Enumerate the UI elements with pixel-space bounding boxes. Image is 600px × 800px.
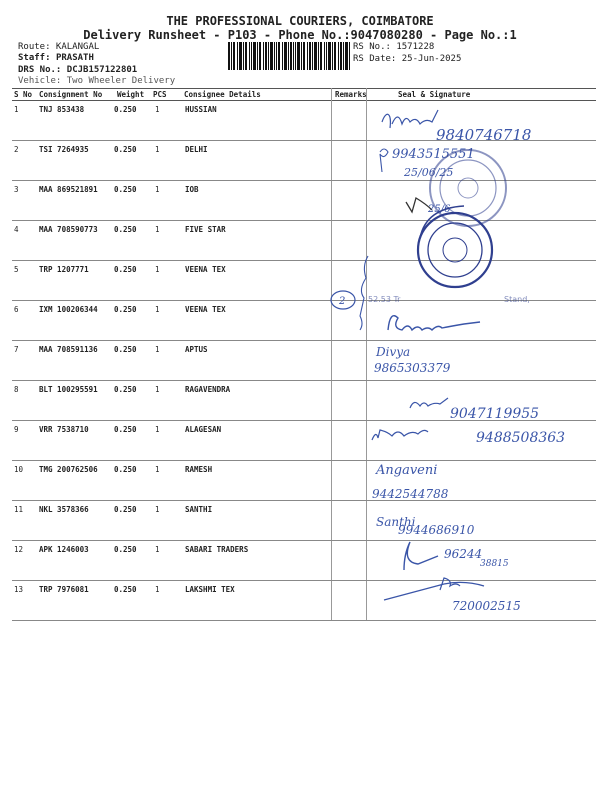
cell-consignment-no: NKL 3578366: [39, 505, 89, 514]
row-divider: [12, 340, 596, 341]
remark-number-row-6: 2: [339, 296, 346, 307]
cell-consignment-no: TRP 1207771: [39, 265, 89, 274]
signature-row-1: [382, 110, 531, 144]
cell-consignee: RAGAVENDRA: [185, 385, 231, 394]
cell-pcs: 1: [155, 145, 160, 154]
cell-consignee: FIVE STAR: [185, 225, 226, 234]
cell-weight: 0.250: [114, 265, 137, 274]
company-title: THE PROFESSIONAL COURIERS, COIMBATORE: [166, 14, 434, 28]
cell-consignment-no: MAA 708590773: [39, 225, 98, 234]
cell-sno: 12: [14, 545, 24, 554]
drs-label: DRS No.:: [18, 65, 62, 75]
col-header-pcs: PCS: [153, 90, 167, 99]
cell-weight: 0.250: [114, 305, 137, 314]
cell-pcs: 1: [155, 305, 160, 314]
cell-weight: 0.250: [114, 185, 137, 194]
signature-row-13: [384, 578, 521, 613]
cell-weight: 0.250: [114, 145, 137, 154]
row-divider: [12, 260, 596, 261]
rs-number: RS No.: 1571228: [353, 42, 435, 52]
col-header-seal-signature: Seal & Signature: [398, 90, 471, 99]
cell-pcs: 1: [155, 225, 160, 234]
staff-label: Staff:: [18, 53, 51, 63]
signature-row-12: [404, 542, 509, 570]
cell-sno: 1: [14, 105, 19, 114]
cell-pcs: 1: [155, 265, 160, 274]
cell-consignment-no: TSI 7264935: [39, 145, 89, 154]
signature-phone-row-10: 9442544788: [372, 487, 449, 501]
cell-sno: 8: [14, 385, 19, 394]
cell-consignment-no: APK 1246003: [39, 545, 89, 554]
row-divider: [12, 500, 596, 501]
remark-bracket-mark: [331, 256, 368, 330]
cell-sno: 5: [14, 265, 19, 274]
signature-phone-row-7: 9865303379: [374, 361, 451, 375]
row-divider: [12, 300, 596, 301]
signature-date-row-2: 25/06/25: [404, 166, 454, 179]
cell-consignee: SANTHI: [185, 505, 213, 514]
row-divider: [12, 540, 596, 541]
signature-note-row-4: 25/6: [428, 204, 451, 215]
cell-weight: 0.250: [114, 105, 137, 114]
signature-name-row-11: Santhi: [376, 515, 416, 529]
table-top-border: [12, 88, 596, 89]
signature-phone-row-1: 9840746718: [436, 126, 532, 144]
col-header-sno: S No: [14, 90, 33, 99]
signature-phone-row-13: 720002515: [452, 599, 521, 613]
cell-sno: 2: [14, 145, 19, 154]
drs-line: [18, 65, 137, 75]
cell-sno: 3: [14, 185, 19, 194]
signature-phone-row-11: 9944686910: [398, 523, 475, 537]
signature-name-row-7: Divya: [376, 345, 411, 359]
cell-pcs: 1: [155, 545, 160, 554]
cell-consignment-no: TNJ 853438: [39, 105, 85, 114]
cell-sno: 6: [14, 305, 19, 314]
cell-consignment-no: BLT 100295591: [39, 385, 98, 394]
row-divider: [12, 220, 596, 221]
cell-consignee: RAMESH: [185, 465, 213, 474]
signature-row-11: [376, 515, 475, 537]
cell-weight: 0.250: [114, 225, 137, 234]
signature-row-7: [374, 345, 451, 375]
header-bottom-border: [12, 100, 596, 101]
signature-phone-row-2: 9943515551: [392, 147, 475, 162]
signature-row-4: [406, 198, 451, 215]
stamp-text-row-6-b: Stand,: [504, 295, 530, 304]
cell-consignee: HUSSIAN: [185, 105, 217, 114]
cell-pcs: 1: [155, 585, 160, 594]
cell-weight: 0.250: [114, 505, 137, 514]
cell-consignment-no: MAA 708591136: [39, 345, 98, 354]
row-divider: [12, 140, 596, 141]
cell-pcs: 1: [155, 185, 160, 194]
cell-consignee: VEENA TEX: [185, 265, 226, 274]
col-header-remarks: Remarks: [335, 90, 367, 99]
cell-weight: 0.250: [114, 385, 137, 394]
cell-weight: 0.250: [114, 545, 137, 554]
cell-consignee: LAKSHMI TEX: [185, 585, 235, 594]
signature-row-9: [372, 398, 565, 446]
vehicle-label: Vehicle: Two Wheeler Delivery: [18, 76, 176, 86]
row-divider: [12, 180, 596, 181]
runsheet-subtitle: Delivery Runsheet - P103 - Phone No.:9047080280 - Page No.:1: [83, 28, 517, 42]
cell-weight: 0.250: [114, 465, 137, 474]
cell-pcs: 1: [155, 505, 160, 514]
cell-consignee: DELHI: [185, 145, 208, 154]
cell-consignee: VEENA TEX: [185, 305, 226, 314]
staff-line: [18, 53, 94, 63]
cell-pcs: 1: [155, 425, 160, 434]
row-divider: [12, 380, 596, 381]
col-header-consignee: Consignee Details: [184, 90, 261, 99]
cell-weight: 0.250: [114, 585, 137, 594]
round-stamp-upper: [430, 150, 506, 226]
row-divider: [12, 580, 596, 581]
signature-phone-row-12: 96244: [444, 547, 483, 561]
cell-consignment-no: VRR 7538710: [39, 425, 89, 434]
cell-sno: 7: [14, 345, 19, 354]
cell-weight: 0.250: [114, 425, 137, 434]
cell-sno: 11: [14, 505, 24, 514]
cell-pcs: 1: [155, 385, 160, 394]
cell-sno: 10: [14, 465, 24, 474]
row-divider: [12, 460, 596, 461]
cell-consignment-no: IXM 100206344: [39, 305, 98, 314]
row-divider: [12, 420, 596, 421]
signature-phone-row-9-a: 9047119955: [450, 406, 540, 422]
signature-row-2: [380, 147, 475, 179]
signature-row-6: [388, 316, 480, 330]
cell-sno: 4: [14, 225, 19, 234]
rs-date: RS Date: 25-Jun-2025: [353, 54, 462, 64]
drs-number: DCJB157122801: [66, 65, 138, 75]
barcode: [228, 42, 350, 70]
cell-consignee: IOB: [185, 185, 199, 194]
cell-consignment-no: TRP 7976081: [39, 585, 89, 594]
staff-name: PRASATH: [55, 53, 94, 63]
cell-pcs: 1: [155, 465, 160, 474]
col-header-consignment: Consignment No: [39, 90, 103, 99]
cell-consignment-no: TMG 200762506: [39, 465, 98, 474]
cell-sno: 13: [14, 585, 24, 594]
cell-consignee: SABARI TRADERS: [185, 545, 249, 554]
signature-row-10: [372, 463, 449, 501]
signature-name-row-10: Angaveni: [376, 463, 438, 478]
cell-pcs: 1: [155, 345, 160, 354]
cell-pcs: 1: [155, 105, 160, 114]
row-divider: [12, 620, 596, 621]
cell-sno: 9: [14, 425, 19, 434]
cell-weight: 0.250: [114, 345, 137, 354]
signature-phone-row-9-b: 9488508363: [476, 430, 566, 446]
cell-consignee: APTUS: [185, 345, 208, 354]
cell-consignment-no: MAA 869521891: [39, 185, 98, 194]
col-header-weight: Weight: [117, 90, 145, 99]
route-label: Route: KALANGAL: [18, 42, 100, 52]
stamp-text-row-6: 52.53 Tr: [368, 295, 401, 304]
round-stamp-lower: [418, 206, 492, 287]
cell-consignee: ALAGESAN: [185, 425, 222, 434]
signature-phone-row-12-b: 38815: [480, 559, 509, 569]
